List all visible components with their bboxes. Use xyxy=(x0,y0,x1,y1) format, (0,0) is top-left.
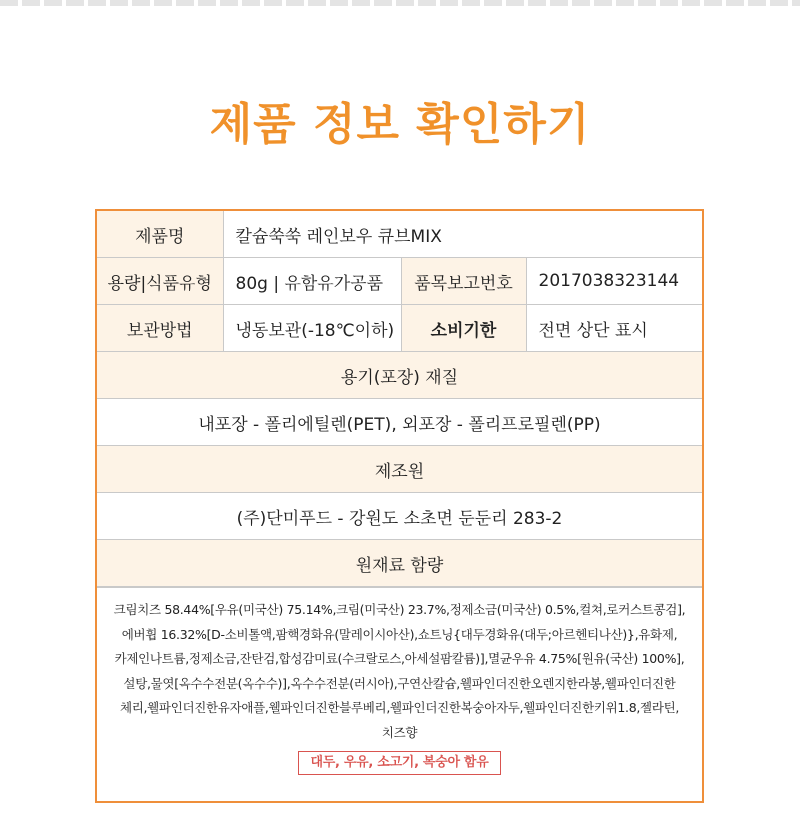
top-divider-strip xyxy=(0,0,800,6)
report-no-label: 품목보고번호 xyxy=(401,258,526,305)
product-info-table xyxy=(95,209,704,803)
volume-type-label: 용량|식품유형 xyxy=(97,258,223,305)
maker-value: (주)단미푸드 - 강원도 소초면 둔둔리 283-2 xyxy=(97,493,702,540)
ingredients-line: 설탕,물엿[옥수수전분(옥수수)],옥수수전분(러시아),구연산칼슘,웰파인더진한오렌지한라봉,웰파인더진한 xyxy=(123,675,676,691)
storage-value: 냉동보관(-18℃이하) xyxy=(223,305,401,352)
allergy-notice: 대두, 우유, 소고기, 복숭아 함유 xyxy=(298,751,502,775)
row-maker-header xyxy=(97,446,702,493)
product-name-value: 칼슘쑥쑥 레인보우 큐브MIX xyxy=(223,211,702,258)
row-material-header xyxy=(97,352,702,399)
product-name-label: 제품명 xyxy=(97,211,223,258)
ingredients-line: 카제인나트륨,정제소금,잔탄검,합성감미료(수크랄로스,아세설팜칼륨)],멸균우유 4.75%[원유(국산) 100%], xyxy=(114,651,685,666)
ingredients-line: 체리,웰파인더진한유자애플,웰파인더진한블루베리,웰파인더진한복숭아자두,웰파인더진한키위1.8,젤라틴, xyxy=(119,700,680,715)
row-volume-type xyxy=(97,258,702,305)
report-no-value: 2017038323144 xyxy=(526,258,702,305)
expiry-value: 전면 상단 표시 xyxy=(526,305,702,352)
ingredients-line: 치즈향 xyxy=(381,724,418,740)
volume-type-value: 80g | 유함유가공품 xyxy=(223,258,401,305)
row-storage xyxy=(97,305,702,352)
row-material-value xyxy=(97,399,702,446)
row-maker-value xyxy=(97,493,702,540)
row-ingredients-header xyxy=(97,540,702,587)
row-product-name xyxy=(97,211,702,258)
material-header: 용기(포장) 재질 xyxy=(97,352,702,399)
ingredients-line: 에버휩 16.32%[D-소비톨액,팜핵경화유(말레이시아산),쇼트닝{대두경화유(대두;아르헨티나산)},유화제, xyxy=(121,626,678,642)
ingredients-line: 크림치즈 58.44%[우유(미국산) 75.14%,크림(미국산) 23.7%,정제소금(미국산) 0.5%,컬쳐,로커스트콩검], xyxy=(113,602,686,617)
page-title: 제품 정보 확인하기 xyxy=(209,99,591,150)
storage-label: 보관방법 xyxy=(97,305,223,352)
ingredients-list xyxy=(97,587,702,775)
ingredients-header: 원재료 함량 xyxy=(97,540,702,587)
maker-header: 제조원 xyxy=(97,446,702,493)
expiry-label: 소비기한 xyxy=(401,305,526,352)
material-value: 내포장 - 폴리에틸렌(PET), 외포장 - 폴리프로필렌(PP) xyxy=(97,399,702,446)
